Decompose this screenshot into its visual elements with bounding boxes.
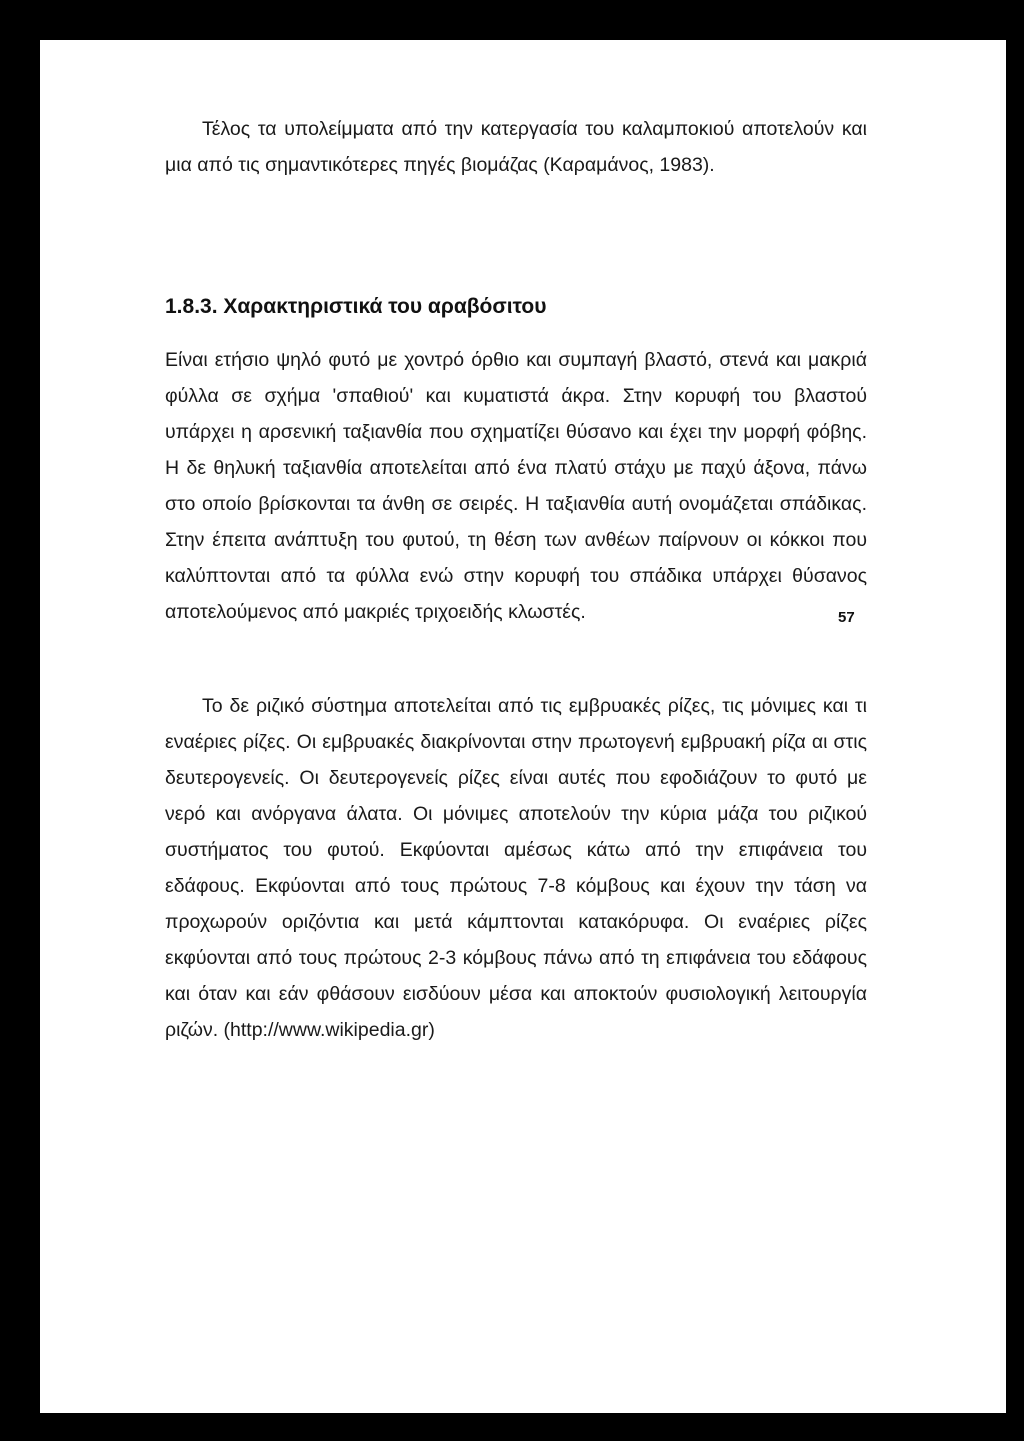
paragraph-root-system: Το δε ριζικό σύστημα αποτελείται από τις εμβρυακές ρίζες, τις μόνιμες και τι εναέριες ρίζες. Οι εμβρυακές διακρίνονται στην πρωτογενή εμβρυακή ρίζα αι στις δευτερογενείς. Οι δευτερογενείς ρίζες είναι αυτές που εφοδιάζουν το φυτό με νερό και ανόργανα άλατα. Οι μόνιμες αποτελούν την κύρια μάζα του ριζικού συστήματος του φυτού. Εκφύονται αμέσως κάτω από την επιφάνεια του εδάφους. Εκφύονται από τους πρώτους 7-8 κόμβους και έχουν την τάση να προχωρούν οριζόντια και μετά κάμπτονται κατακόρυφα. Οι εναέριες ρίζες εκφύονται από τους πρώτους 2-3 κόμβους πάνω από τη επιφάνεια του εδάφους και όταν και εάν φθάσουν εισδύουν μέσα και αποκτούν φυσιολογική λειτουργία ριζών. (http://www.wikipedia.gr)	[165, 695, 867, 1041]
page-number: 57	[838, 609, 855, 626]
section-heading: 1.8.3. Χαρακτηριστικά του αραβόσιτου	[165, 295, 547, 318]
paragraph-plant-characteristics: Είναι ετήσιο ψηλό φυτό με χοντρό όρθιο και συμπαγή βλαστό, στενά και μακριά φύλλα σε σχήμα 'σπαθιού' και κυματιστά άκρα. Στην κορυφή του βλαστού υπάρχει η αρσενική ταξιανθία που σχηματίζει θύσανο και έχει την μορφή φόβης. Η δε θηλυκή ταξιανθία αποτελείται από ένα πλατύ στάχυ με παχύ άξονα, πάνω στο οποίο βρίσκονται τα άνθη σε σειρές. Η ταξιανθία αυτή ονομάζεται σπάδικας. Στην έπειτα ανάπτυξη του φυτού, τη θέση των ανθέων παίρνουν οι κόκκοι που καλύπτονται από τα φύλλα ενώ στην κορυφή του σπάδικα υπάρχει θύσανος αποτελούμενος από μακριές τριχοειδής κλωστές.	[165, 349, 867, 623]
paragraph-biomass: Τέλος τα υπολείμματα από την κατεργασία του καλαμποκιού αποτελούν και μια από τις σημαντικότερες πηγές βιομάζας (Καραμάνος, 1983).	[165, 118, 867, 176]
